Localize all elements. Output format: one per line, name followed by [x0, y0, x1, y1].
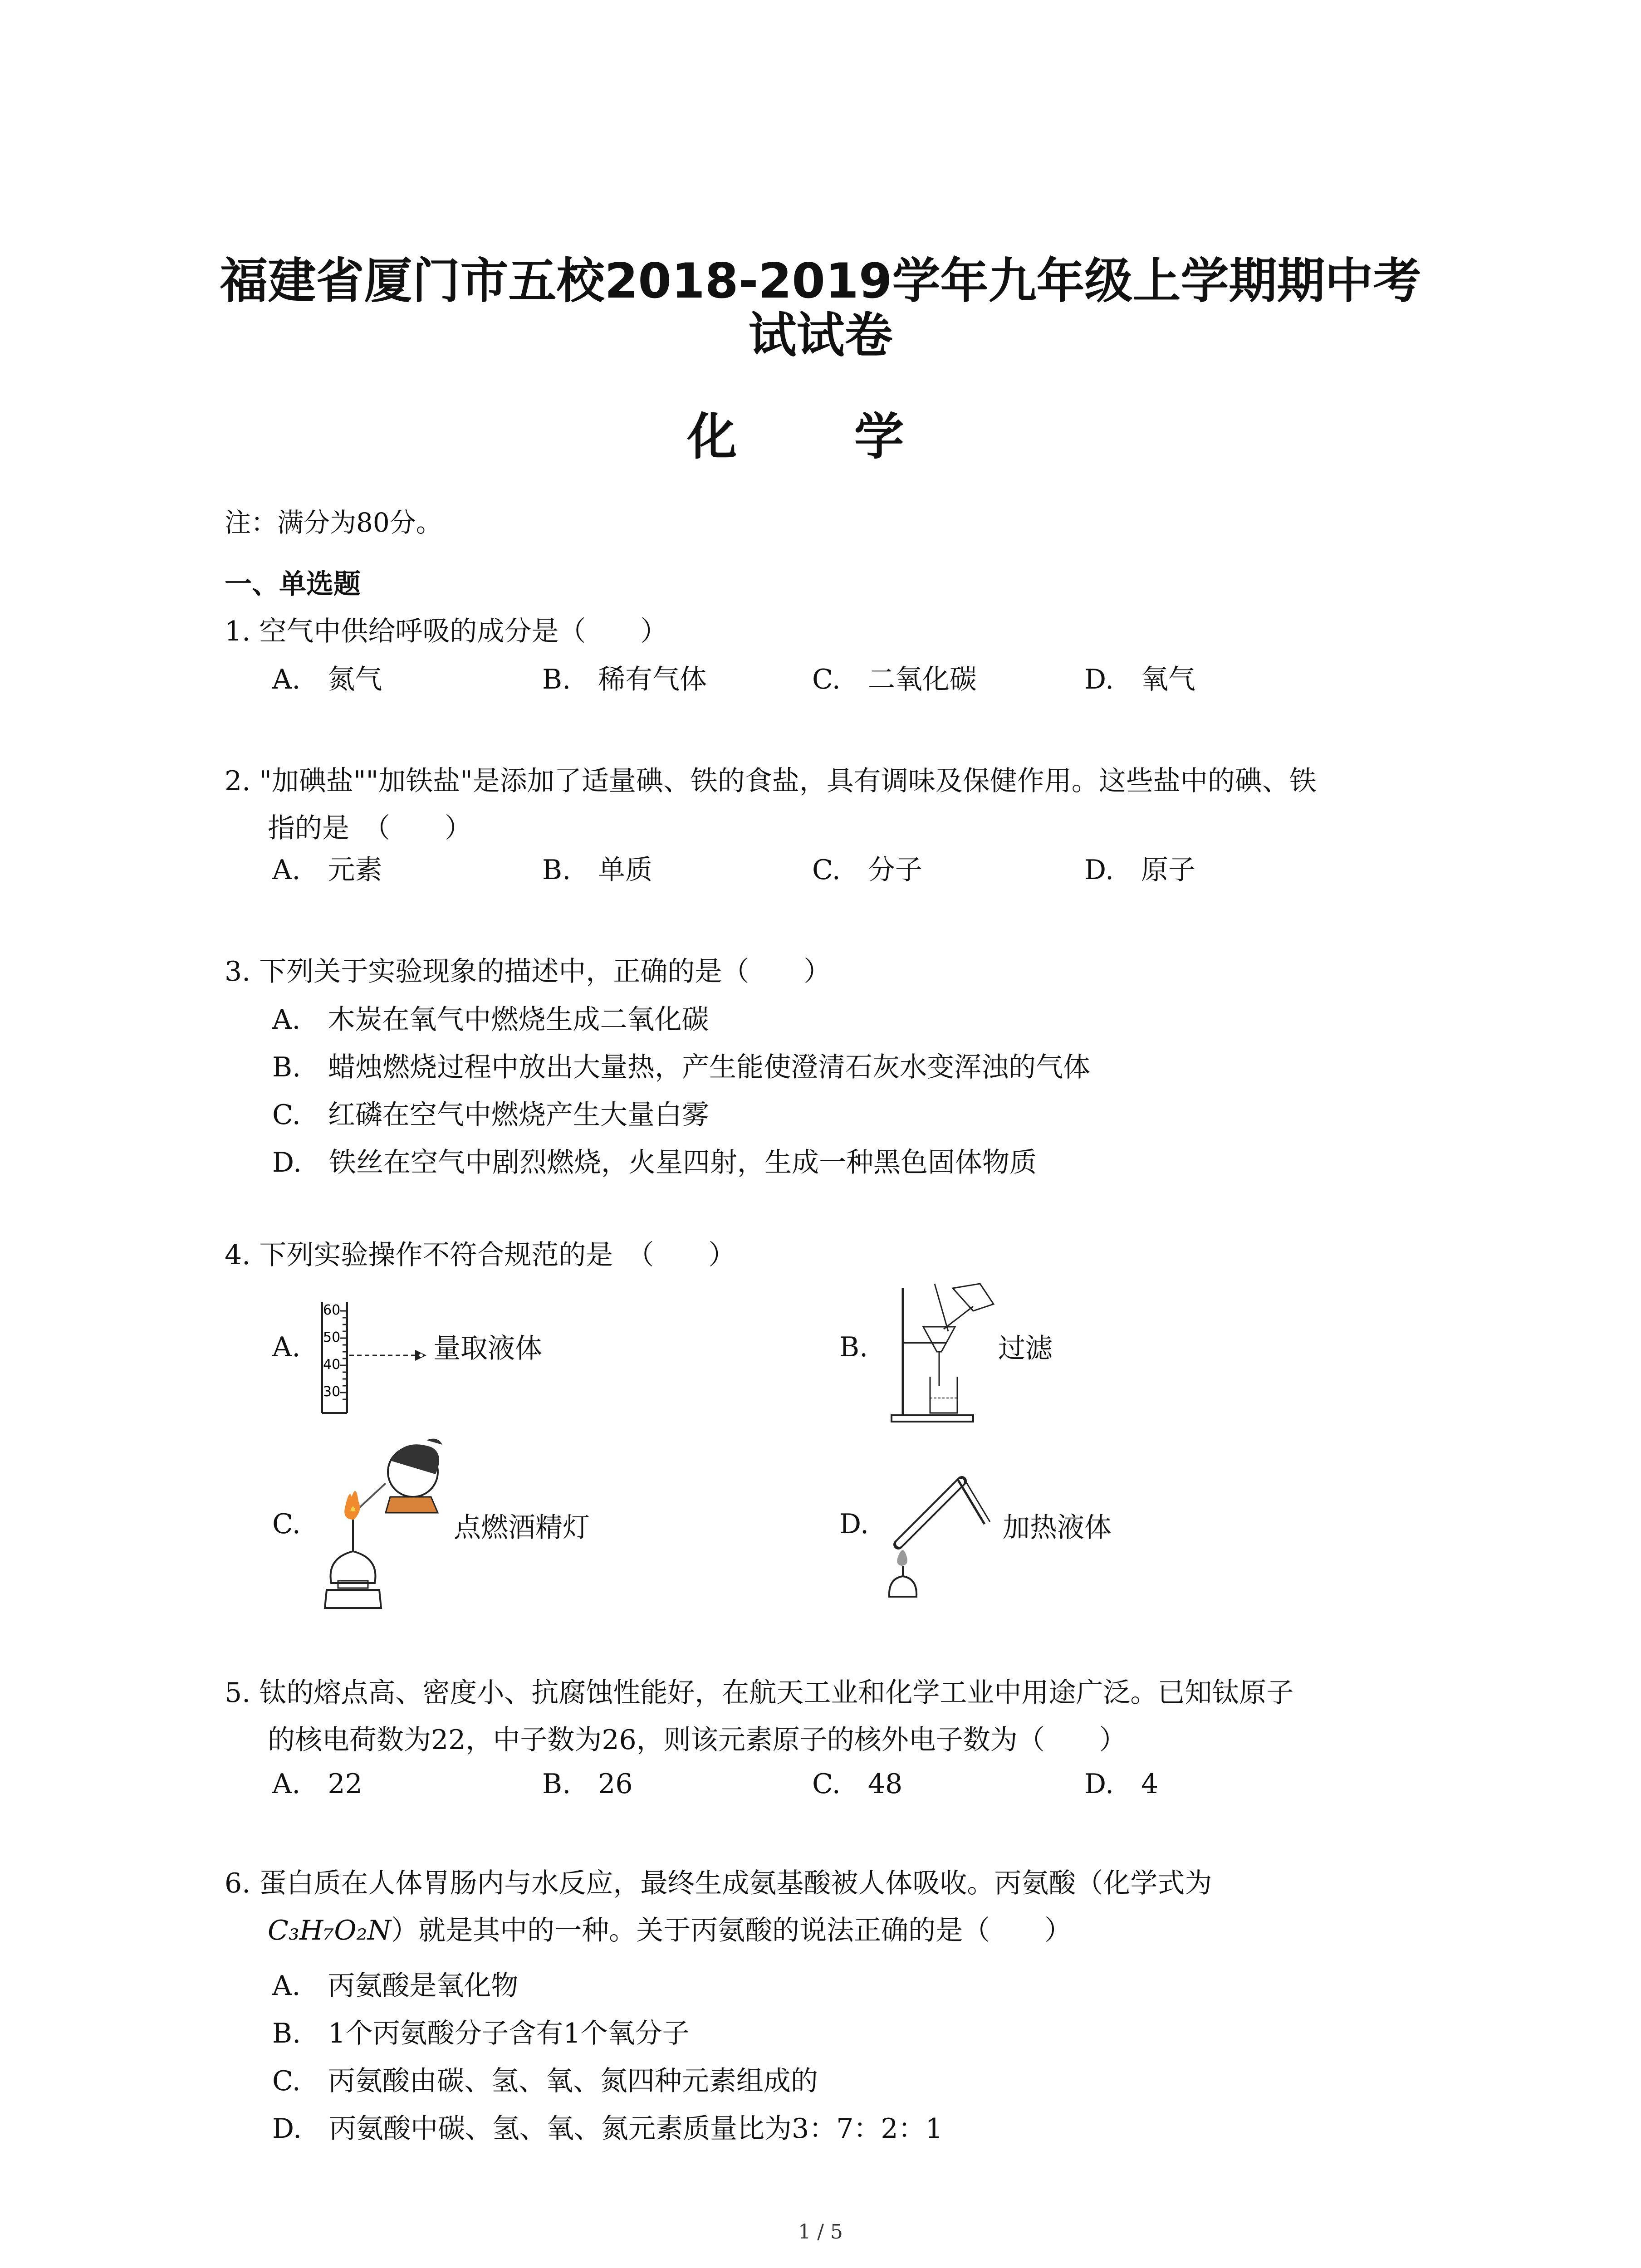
option-c: C. 48	[812, 1768, 903, 1800]
option-a: A. 氮气	[272, 664, 382, 695]
option-d: D. 原子	[1084, 854, 1196, 886]
option-a: A. 丙氨酸是氧化物	[272, 1970, 519, 2002]
subject-heading: 化 学	[687, 408, 954, 466]
question-2	[225, 758, 1468, 852]
cylinder-scale-labels	[323, 1302, 343, 1411]
option-b: B. 稀有气体	[542, 664, 707, 695]
option-d: D. 丙氨酸中碳、氢、氧、氮元素质量比为3：7：2：1	[272, 2113, 943, 2145]
option-d: D. 4	[1084, 1768, 1159, 1800]
option-b-caption: 过滤	[998, 1333, 1053, 1364]
option-a: A. 22	[272, 1768, 362, 1800]
tick-label-50: 50	[323, 1330, 341, 1345]
option-d: D. 氧气	[1084, 664, 1196, 695]
option-a-caption: 量取液体	[433, 1333, 542, 1364]
question-stem-rest: ）就是其中的一种。关于丙氨酸的说法正确的是（ ）	[391, 1915, 1072, 1946]
option-c: C. 丙氨酸由碳、氢、氧、氮四种元素组成的	[272, 2065, 818, 2097]
exam-title-line1: 福建省厦门市五校2018-2019学年九年级上学期期中考	[220, 253, 1421, 309]
page-number: 1 / 5	[798, 2220, 843, 2244]
option-c-caption: 点燃酒精灯	[454, 1512, 590, 1544]
option-d-letter: D.	[839, 1508, 869, 1540]
question-stem: 6. 蛋白质在人体胃肠内与水反应，最终生成氨基酸被人体吸收。丙氨酸（化学式为	[225, 1867, 1212, 1899]
tick-label-60: 60	[323, 1302, 341, 1318]
question-stem: 2. "加碘盐""加铁盐"是添加了适量碘、铁的食盐，具有调味及保健作用。这些盐中的碘、铁	[225, 765, 1317, 797]
option-b: B. 26	[542, 1768, 633, 1800]
question-stem-continued	[225, 1907, 1468, 1954]
tick-label-40: 40	[323, 1357, 341, 1373]
question-1-options	[272, 658, 1497, 705]
question-stem: 4. 下列实验操作不符合规范的是 （ ）	[225, 1239, 736, 1271]
option-c-letter: C.	[272, 1508, 301, 1540]
question-stem-continued: 的核电荷数为22，中子数为26，则该元素原子的核外电子数为（ ）	[268, 1724, 1127, 1756]
section-heading: 一、单选题	[225, 568, 361, 600]
option-c: C. 分子	[812, 854, 922, 886]
option-a: A. 元素	[272, 854, 382, 886]
question-stem: 5. 钛的熔点高、密度小、抗腐蚀性能好，在航天工业和化学工业中用途广泛。已知钛原子	[225, 1677, 1294, 1709]
chemical-formula: C₃H₇O₂N	[268, 1915, 392, 1946]
option-c: C. 红磷在空气中燃烧产生大量白雾	[272, 1099, 709, 1131]
option-b: B. 蜡烛燃烧过程中放出大量热，产生能使澄清石灰水变浑浊的气体	[272, 1051, 1091, 1083]
option-d: D. 铁丝在空气中剧烈燃烧，火星四射，生成一种黑色固体物质	[272, 1147, 1037, 1178]
question-5	[225, 1669, 1468, 1764]
exam-title-line2: 试试卷	[748, 308, 893, 363]
question-stem: 3. 下列关于实验现象的描述中，正确的是（ ）	[225, 956, 831, 987]
question-2-options	[272, 848, 1497, 895]
option-b: B. 1个丙氨酸分子含有1个氧分子	[272, 2018, 690, 2049]
option-c: C. 二氧化碳	[812, 664, 977, 695]
question-stem-continued: 指的是 （ ）	[268, 812, 472, 844]
score-note: 注：满分为80分。	[225, 507, 442, 538]
option-a: A. 木炭在氧气中燃烧生成二氧化碳	[272, 1004, 709, 1036]
alcohol-lamp-lighting-figure	[318, 1433, 454, 1619]
option-b-letter: B.	[839, 1331, 868, 1363]
question-6	[225, 1860, 1468, 1954]
option-b: B. 单质	[542, 854, 653, 886]
option-d-caption: 加热液体	[1003, 1512, 1112, 1544]
question-stem: 1. 空气中供给呼吸的成分是（ ）	[225, 616, 668, 647]
heating-test-tube-figure	[885, 1465, 994, 1601]
question-1	[225, 608, 1468, 655]
question-3	[225, 948, 1468, 995]
option-a-letter: A.	[272, 1331, 301, 1363]
tick-label-30: 30	[323, 1384, 341, 1400]
question-5-options	[272, 1762, 1497, 1809]
question-4	[225, 1232, 1468, 1279]
